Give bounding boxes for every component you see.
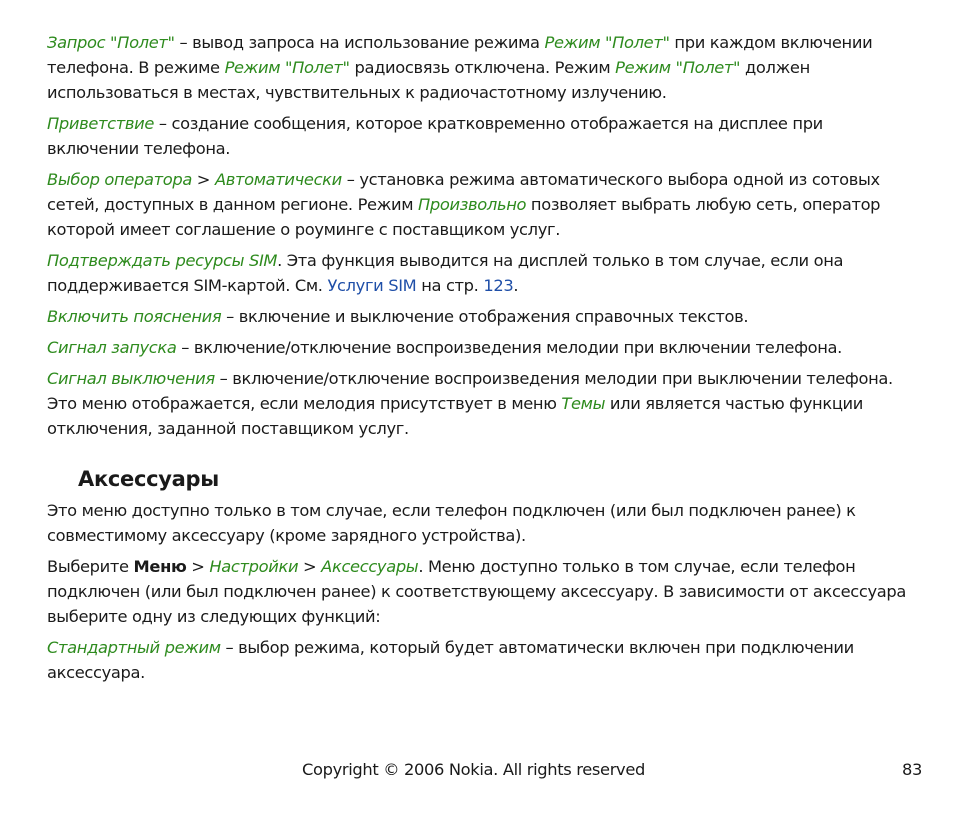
term-manual: Произвольно [418,195,527,214]
term-default-profile: Стандартный режим [47,638,221,657]
page-number: 83 [902,760,923,779]
term-shutdown-tone: Сигнал выключения [47,369,215,388]
paragraph-accessories-select [47,554,917,629]
term-flight-mode: Режим "Полет" [615,58,741,77]
term-help-texts: Включить пояснения [47,307,222,326]
text: или является частью функции отключения, заданной поставщиком услуг. [47,394,864,438]
copyright-notice: Copyright © 2006 Nokia. All rights reserved [302,760,645,779]
paragraph-operator [47,167,917,242]
term-sim-confirm: Подтверждать ресурсы SIM [47,251,278,270]
term-operator-select: Выбор оператора [47,170,192,189]
text: . [513,276,519,295]
term-greeting: Приветствие [47,114,155,133]
text: – включение/отключение воспроизведения мелодии при выключении телефона. Это меню отображается, если мелодия присутствует в меню [47,369,893,413]
text: должен использоваться в местах, чувствительных к радиочастотному излучению. [47,58,810,102]
text: > [298,557,322,576]
page-content [47,30,917,691]
link-sim-services[interactable]: Услуги SIM [327,276,417,295]
term-automatic: Автоматически [214,170,342,189]
term-flight-mode: Режим "Полет" [544,33,670,52]
text: – создание сообщения, которое кратковременно отображается на дисплее при включении телефона. [47,114,823,158]
text: – установка режима автоматического выбора одной из сотовых сетей, доступных в данном регионе. Режим [47,170,880,214]
term-accessories: Аксессуары [321,557,419,576]
paragraph-default-profile [47,635,917,685]
section-heading: Аксессуары [78,467,219,491]
paragraph-accessories-intro: Это меню доступно только в том случае, если телефон подключен (или был подключен ранее) к совместимому аксессуару (кроме зарядного устройства). [47,501,856,545]
text: . Меню доступно только в том случае, если телефон подключен (или был подключен ранее) к соответствующему аксессуару. В зависимости от аксессуара выберите одну из следующих функций: [47,557,906,626]
text: > [191,170,215,189]
term-flight-query: Запрос "Полет" [47,33,175,52]
paragraph-greeting [47,111,917,161]
term-themes: Темы [561,394,606,413]
text: . Эта функция выводится на дисплей только в том случае, если она поддерживается SIM-картой. См. [47,251,844,295]
text: – включение и выключение отображения справочных текстов. [221,307,749,326]
text: – выбор режима, который будет автоматически включен при подключении аксессуара. [47,638,854,682]
term-menu: Меню [133,557,187,576]
term-flight-mode: Режим "Полет" [224,58,350,77]
link-page-123[interactable]: 123 [483,276,514,295]
text: радиосвязь отключена. Режим [349,58,616,77]
term-startup-tone: Сигнал запуска [47,338,177,357]
paragraph-flight-query [47,30,917,105]
text: позволяет выбрать любую сеть, оператор которой имеет соглашение о роуминге с поставщиком услуг. [47,195,881,239]
paragraph-sim-confirm [47,248,917,298]
paragraph-shutdown-tone [47,366,917,441]
paragraph-startup-tone [47,335,917,360]
paragraph-help-texts [47,304,917,329]
text: Выберите [47,557,134,576]
term-settings: Настройки [209,557,299,576]
text: – вывод запроса на использование режима [174,33,545,52]
text: – включение/отключение воспроизведения мелодии при включении телефона. [176,338,843,357]
text: на стр. [416,276,484,295]
text: > [186,557,210,576]
text: при каждом включении телефона. В режиме [47,33,873,77]
